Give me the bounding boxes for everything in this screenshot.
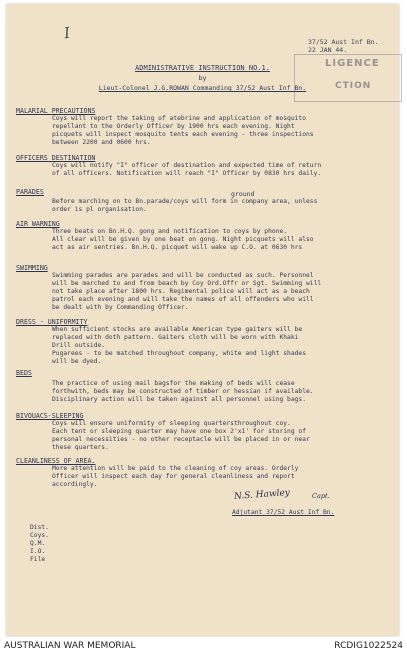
footer-identifier: RCDIG1022524 — [334, 641, 403, 651]
footer-institution: AUSTRALIAN WAR MEMORIAL — [4, 641, 136, 651]
section-heading-malarial: MALARIAL PRECAUTIONS — [16, 107, 96, 115]
reference-date: 22 JAN 44. — [308, 46, 348, 54]
signature-rank: Capt. — [312, 492, 330, 500]
handwritten-insertion: ground — [231, 190, 255, 198]
section-heading-dress: DRESS - UNIFORMITY — [16, 318, 88, 326]
section-body-dress: When sufficient stocks are available American type gaiters will be replaced with doth pattern. Gaiters cloth will be worn with Khaki Drill outside. Pugarees - to be matched throughout company, white and light shades will be dyed. — [52, 326, 307, 365]
section-heading-officers-destination: OFFICERS DESTINATION — [16, 154, 96, 162]
distribution-item: Coys. — [30, 532, 49, 539]
author-line: Lieut-Colonel J.G.ROWAN Commanding 37/52 Aust Inf Bn. — [98, 84, 307, 92]
section-body-officers-destination: Coys will notify "I" officer of destination and expected time of return of all officers. Notification will reach "I" Officer by 0830 hrs daily. — [52, 162, 322, 177]
section-body-malarial: Coys will report the taking of atebrine and application of mosquito repellant to the Orderly Officer by 1900 hrs each evening. Night picquets will inspect mosquito tents each evening - three inspections between 2200 and 0600 hrs. — [52, 115, 314, 146]
section-heading-air-warning: AIR WARNING — [16, 220, 60, 228]
section-heading-bivouacs: BIVOUACS-SLEEPING — [16, 412, 84, 420]
distribution-item: I.O. — [30, 548, 46, 555]
reference-unit: 37/52 Aust Inf Bn. — [308, 38, 379, 46]
section-heading-beds: BEDS — [16, 369, 32, 377]
stamp-text-1: LIGENCE — [325, 58, 380, 69]
document-page — [6, 4, 399, 636]
section-body-cleanliness: More attention will be paid to the cleaning of coy areas. Orderly Officer will inspect each day for general cleanliness and report accordingly. — [52, 465, 299, 488]
signature: N.S. Hawley — [233, 488, 291, 502]
section-body-swimming: Swimming parades are parades and will be conducted as such. Personnel will be marched to and from beach by Coy Ord.Offr or Sgt. Swimming will not take place after 1800 hrs. Regimental police will act as a beach patrol each evening and will take the names of all offenders who will be dealt with by Commanding Officer. — [52, 272, 322, 311]
section-body-beds: The practice of using mail bagsfor the making of beds will cease forthwith, beds may be constructed of timber or hessian if available. Disciplinary action will be taken against all personnel using bags. — [52, 380, 314, 403]
distribution-item: Q.M. — [30, 540, 46, 547]
stamp-text-2: CTION — [335, 81, 372, 91]
section-heading-cleanliness: CLEANLINESS OF AREA. — [16, 457, 96, 465]
signature-appointment: Adjutant 37/52 Aust Inf Bn. — [232, 509, 335, 516]
section-heading-swimming: SWIMMING — [16, 264, 48, 272]
distribution-item: Dist. — [30, 524, 49, 531]
archive-footer — [0, 637, 407, 654]
section-body-bivouacs: Coys will ensure uniformity of sleeping quartersthroughout coy. Each tent or sleeping quarter may have one box 2'x1' for storing of personal necessities - no other receptacle will be placed in or near these quarters. — [52, 420, 310, 451]
distribution-item: File — [30, 556, 46, 563]
by-line: by — [198, 74, 207, 82]
section-body-air-warning: Three beats on Bn.H.Q. gong and notification to coys by phone. All clear will be given by one beat on gong. Night picquets will also act as air sentries. Bn.H.Q. picquet will wake up C.O. at 0630 hrs — [52, 228, 314, 251]
section-body-parades: Before marching on to Bn.parade/coys will form in company area, unless order is pl organisation. — [52, 198, 318, 213]
section-heading-parades: PARADES — [16, 188, 44, 196]
document-title: ADMINISTRATIVE INSTRUCTION NO.1. — [135, 64, 270, 72]
distribution-list — [30, 524, 49, 564]
handwritten-mark: I — [62, 23, 72, 43]
